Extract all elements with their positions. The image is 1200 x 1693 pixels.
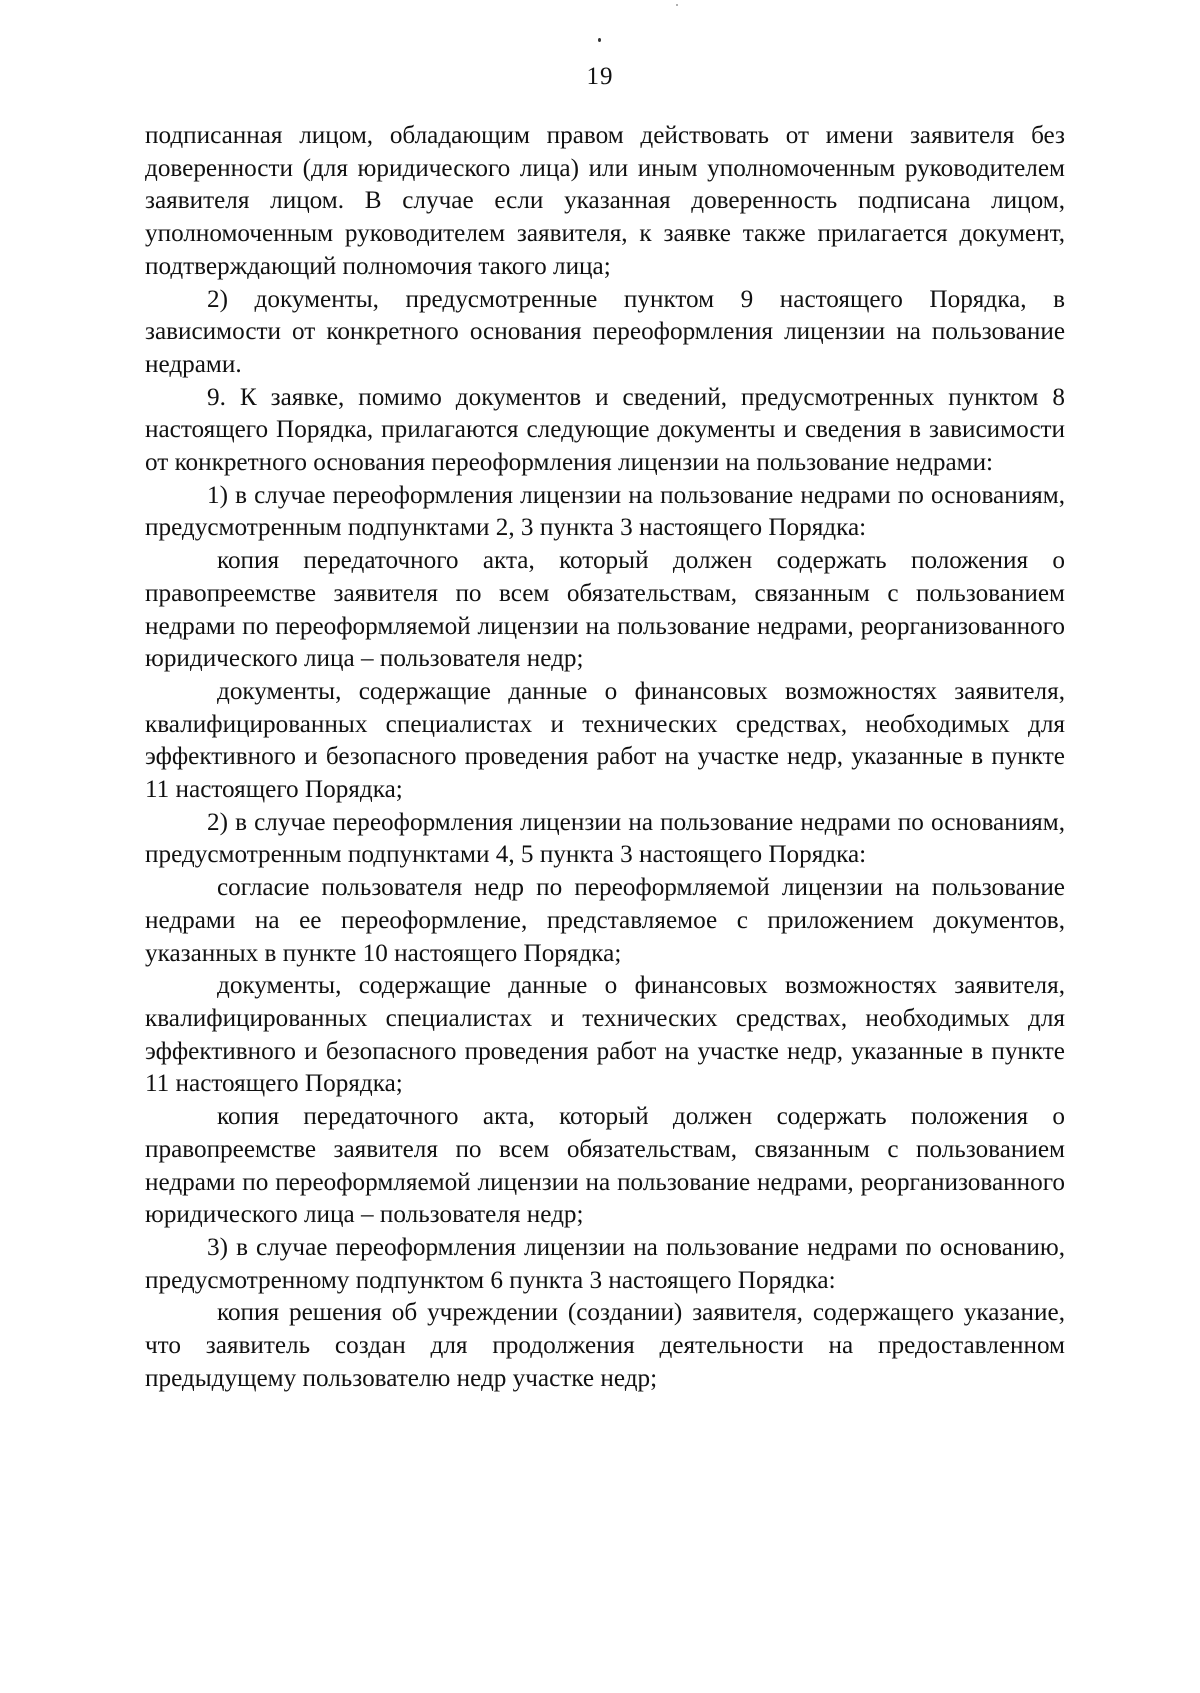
scan-speck [676,4,678,6]
page-number: 19 [586,63,614,90]
paragraph-continuation: подписанная лицом, обладающим правом действовать от имени заявителя без доверенности (для юридического лица) или иным уполномоченным руководителем заявителя лицом. В случае если указанная доверенность подписана лицом, уполномоченным руководителем заявителя, к заявке также прилагается документ, подтверждающий полномочия такого лица; [145,122,1065,280]
paragraph-financial-documents: документы, содержащие данные о финансовых возможностях заявителя, квалифицированных специалистах и технических средствах, необходимых для эффективного и безопасного проведения работ на участке недр, указанные в пункте 11 настоящего Порядка; [145,972,1065,1098]
paragraph-item-2: 2) документы, предусмотренные пунктом 9 настоящего Порядка, в зависимости от конкретного основания переоформления лицензии на пользование недрами. [145,285,1065,378]
paragraph-user-consent: согласие пользователя недр по переоформляемой лицензии на пользование недрами на ее переоформление, представляемое с приложением документов, указанных в пункте 10 настоящего Порядка; [145,874,1065,967]
scan-speck [598,38,601,42]
paragraph-financial-documents: документы, содержащие данные о финансовых возможностях заявителя, квалифицированных специалистах и технических средствах, необходимых для эффективного и безопасного проведения работ на участке недр, указанные в пункте 11 настоящего Порядка; [145,677,1065,804]
paragraph-section-9: 9. К заявке, помимо документов и сведений, предусмотренных пунктом 8 настоящего Порядка, прилагаются следующие документы и сведения в зависимости от конкретного основания переоформления лицензии на пользование недрами: [145,383,1065,477]
paragraph-transfer-act-copy: копия передаточного акта, который должен содержать положения о правопреемстве заявителя по всем обязательствам, связанным с пользованием недрами по переоформляемой лицензии на пользование недрами, реорганизованного юридического лица – пользователя недр; [145,547,1065,673]
paragraph-subitem-3: 3) в случае переоформления лицензии на пользование недрами по основанию, предусмотренному подпунктом 6 пункта 3 настоящего Порядка: [145,1233,1065,1294]
document-body [145,120,1065,1395]
paragraph-founding-decision-copy: копия решения об учреждении (создании) заявителя, содержащего указание, что заявитель создан для продолжения деятельности на предоставленном предыдущему пользователю недр участке недр; [145,1299,1065,1392]
paragraph-subitem-1: 1) в случае переоформления лицензии на пользование недрами по основаниям, предусмотренным подпунктами 2, 3 пункта 3 настоящего Порядка: [145,481,1065,542]
paragraph-subitem-2: 2) в случае переоформления лицензии на пользование недрами по основаниям, предусмотренным подпунктами 4, 5 пункта 3 настоящего Порядка: [145,808,1065,869]
paragraph-transfer-act-copy: копия передаточного акта, который должен содержать положения о правопреемстве заявителя по всем обязательствам, связанным с пользованием недрами по переоформляемой лицензии на пользование недрами, реорганизованного юридического лица – пользователя недр; [145,1103,1065,1229]
